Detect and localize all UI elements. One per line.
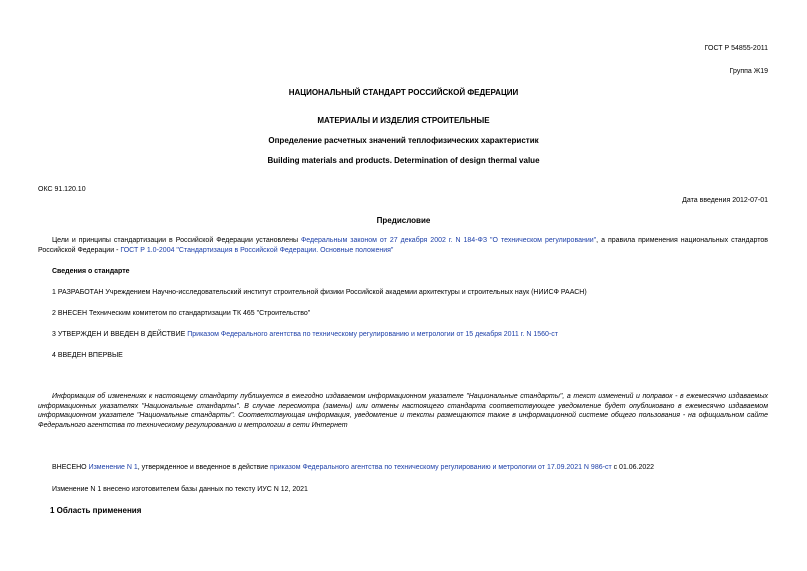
- info-item-introduced: 4 ВВЕДЕН ВПЕРВЫЕ: [52, 352, 123, 359]
- classification-group: Группа Ж19: [729, 68, 768, 75]
- info-item-developed: 1 РАЗРАБОТАН Учреждением Научно-исследовательский институт строительной физики Российской академии архитектуры и строительных наук (НИИСФ РААСН): [52, 289, 587, 296]
- foreword-text-1: Цели и принципы стандартизации в Российской Федерации установлены: [52, 237, 301, 244]
- amendments-notice: Информация об изменениях к настоящему стандарту публикуется в ежегодно издаваемом информационном указателе "Национальные стандарты", а текст изменений и поправок - в ежемесячно издаваемых информационных указателях "Национальные стандарты". В случае пересмотра (замены) или отмены настоящего стандарта соответствующее уведомление будет опубликовано в ежемесячно издаваемом информационном указателе "Национальные стандарты". Соответствующая информация, уведомление и тексты размещаются также в информационной системе общего пользования - на официальном сайте Федерального агентства по техническому регулированию и метрологии в сети Интернет: [38, 393, 768, 429]
- info-item-approved: [52, 331, 558, 338]
- amendment-text-3: с 01.06.2022: [611, 464, 655, 471]
- oks-code: ОКС 91.120.10: [38, 186, 86, 193]
- foreword-text-2: , а правила применения национальных стандартов Российской Федерации -: [38, 237, 769, 254]
- federal-law-link[interactable]: Федеральным законом от 27 декабря 2002 г. N 184-ФЗ "О техническом регулировании": [300, 237, 597, 244]
- amendment-line: [52, 464, 654, 471]
- document-subtitle-ru: Определение расчетных значений теплофизических характеристик: [268, 136, 539, 145]
- foreword-paragraph: [38, 236, 768, 255]
- foreword-heading: Предисловие: [376, 216, 431, 225]
- document-title: МАТЕРИАЛЫ И ИЗДЕЛИЯ СТРОИТЕЛЬНЫЕ: [317, 116, 490, 125]
- amendment-order-link[interactable]: приказом Федерального агентства по техническому регулированию и метрологии от 17.09.2021 N 986-ст: [270, 464, 612, 471]
- introduction-date: Дата введения 2012-07-01: [682, 197, 768, 204]
- amendment-note: Изменение N 1 внесено изготовителем базы данных по тексту ИУС N 12, 2021: [52, 486, 308, 493]
- approved-text: 3 УТВЕРЖДЕН И ВВЕДЕН В ДЕЙСТВИЕ: [52, 331, 188, 338]
- national-standard-title: НАЦИОНАЛЬНЫЙ СТАНДАРТ РОССИЙСКОЙ ФЕДЕРАЦИИ: [288, 88, 519, 97]
- gost-r-1-0-2004-link[interactable]: ГОСТ Р 1.0-2004 "Стандартизация в Российской Федерации. Основные положения": [120, 246, 394, 254]
- standard-info-heading: Сведения о стандарте: [52, 268, 130, 275]
- info-item-submitted: 2 ВНЕСЕН Техническим комитетом по стандартизации ТК 465 "Строительство": [52, 310, 311, 317]
- document-subtitle-en: Building materials and products. Determination of design thermal value: [267, 156, 540, 165]
- section-1-heading: 1 Область применения: [50, 506, 142, 515]
- document-code: ГОСТ Р 54855-2011: [704, 45, 768, 52]
- amendment-text-2: , утвержденное и введенное в действие: [137, 464, 271, 471]
- amendment-1-link[interactable]: Изменение N 1: [88, 464, 138, 471]
- amendment-text-1: ВНЕСЕНО: [52, 464, 89, 471]
- approval-order-link[interactable]: Приказом Федерального агентства по техническому регулированию и метрологии от 15 декабря 2011 г. N 1560-ст: [187, 331, 558, 338]
